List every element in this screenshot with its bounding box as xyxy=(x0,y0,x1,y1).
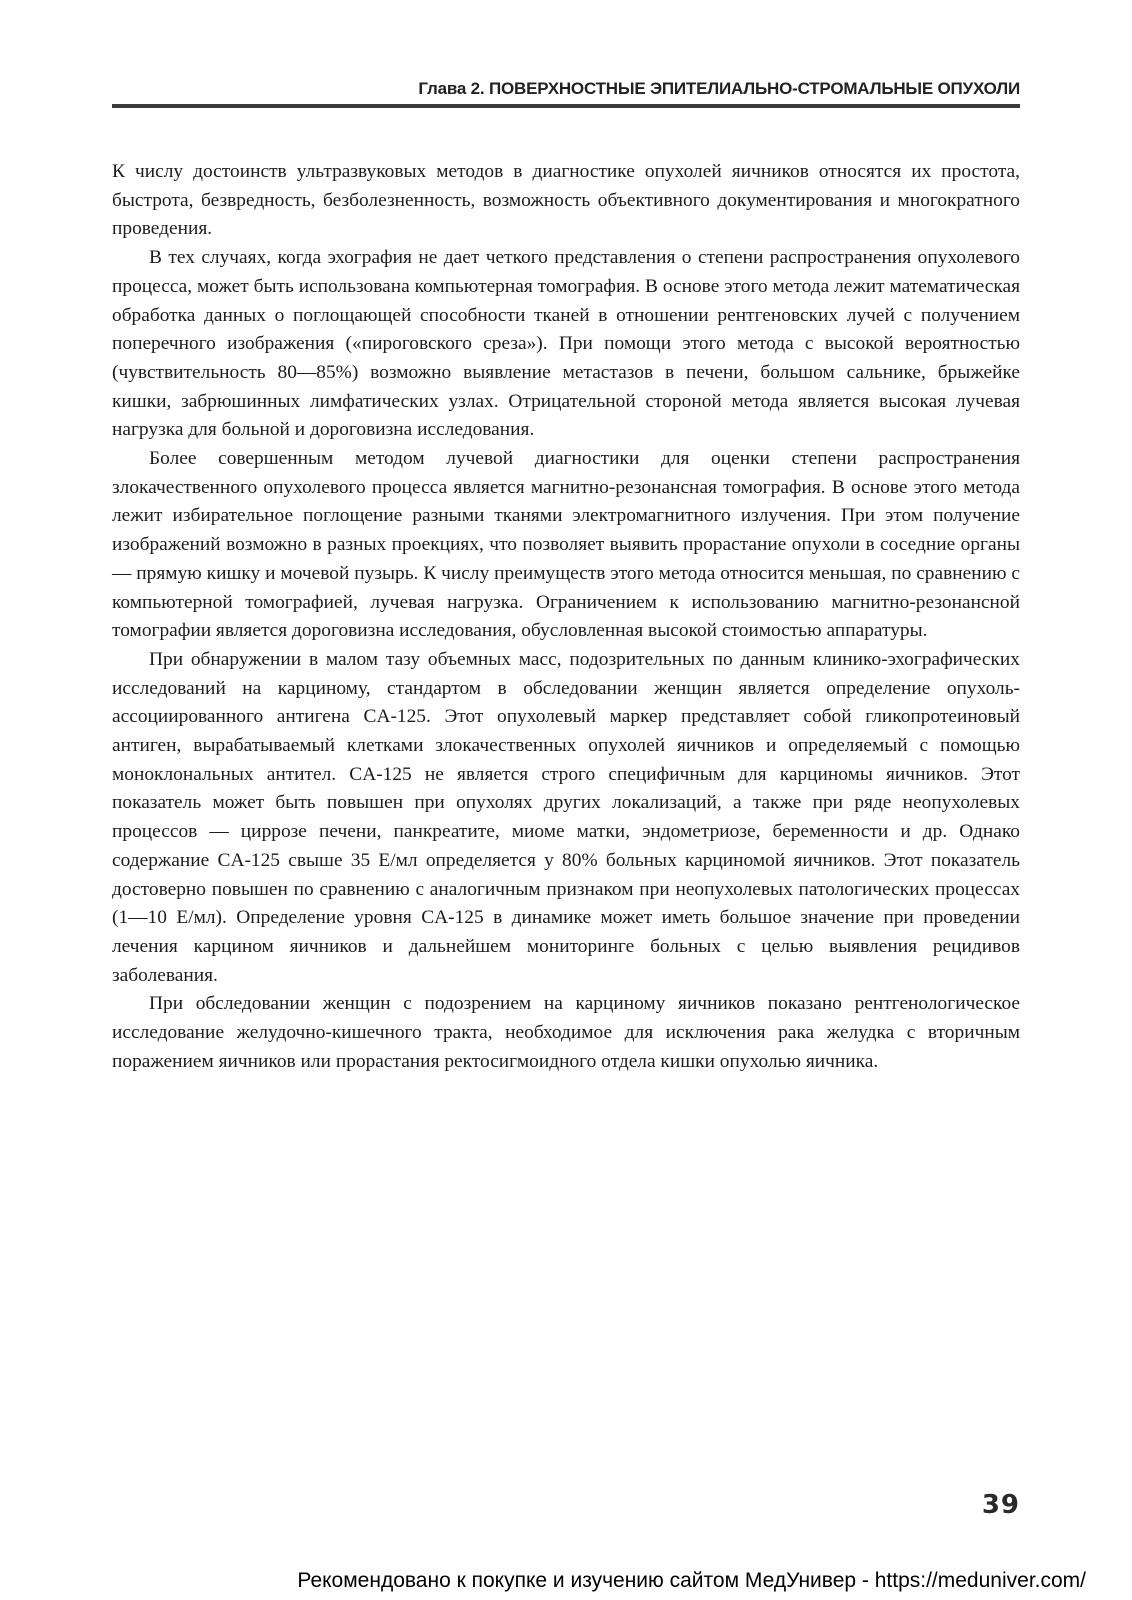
paragraph-4: При обнаружении в малом тазу объемных масс, подозрительных по данным клинико-эхографических исследований на карциному, стандартом в обследовании женщин является определение опухоль-ассоциированного антигена CA-125. Этот опухолевый маркер представляет собой гликопротеиновый антиген, вырабатываемый клетками злокачественных опухолей яичников и определяемый с помощью моноклональных антител. CA-125 не является строго специфичным для карциномы яичников. Этот показатель может быть повышен при опухолях других локализаций, а также при ряде неопухолевых процессов — циррозе печени, панкреатите, миоме матки, эндометриозе, беременности и др. Однако содержание CA-125 свыше 35 Е/мл определяется у 80% больных карциномой яичников. Этот показатель достоверно повышен по сравнению с аналогичным признаком при неопухолевых патологических процессах (1—10 Е/мл). Определение уровня CA-125 в динамике может иметь большое значение при проведении лечения карцином яичников и дальнейшем мониторинге больных с целью выявления рецидивов заболевания. xyxy=(112,648,1020,986)
body-text xyxy=(112,158,1020,1077)
header-rule xyxy=(112,104,1020,108)
paragraph-3: Более совершенным методом лучевой диагностики для оценки степени распространения злокачественного опухолевого процесса является магнитно-резонансная томография. В основе этого метода лежит избирательное поглощение разными тканями электромагнитного излучения. При этом получение изображений возможно в разных проекциях, что позволяет выявить прорастание опухоли в соседние органы — прямую кишку и мочевой пузырь. К числу преимуществ этого метода относится меньшая, по сравнению с компьютерной томографией, лучевая нагрузка. Ограничением к использованию магнитно-резонансной томографии является дороговизна исследования, обусловленная высокой стоимостью аппаратуры. xyxy=(112,448,1020,642)
paragraph-2: В тех случаях, когда эхография не дает четкого представления о степени распространения опухолевого процесса, может быть использована компьютерная томография. В основе этого метода лежит математическая обработка данных о поглощающей способности тканей в отношении рентгеновских лучей с получением поперечного изображения («пироговского среза»). При помощи этого метода с высокой вероятностью (чувствительность 80—85%) возможно выявление метастазов в печени, большом сальнике, брыжейке кишки, забрюшинных лимфатических узлах. Отрицательной стороной метода является высокая лучевая нагрузка для больной и дороговизна исследования. xyxy=(112,247,1020,441)
page-number: 39 xyxy=(981,1490,1020,1520)
paragraph-5: При обследовании женщин с подозрением на карциному яичников показано рентгенологическое исследование желудочно-кишечного тракта, необходимое для исключения рака желудка с вторичным поражением яичников или прорастания ректосигмоидного отдела кишки опухолью яичника. xyxy=(112,993,1020,1072)
paragraph-1: К числу достоинств ультразвуковых методов в диагностике опухолей яичников относятся их простота, быстрота, безвредность, безболезненность, возможность объективного документирования и многократного проведения. xyxy=(112,161,1020,240)
footer-recommendation: Рекомендовано к покупке и изучению сайтом МедУнивер - https://meduniver.com/ xyxy=(297,1569,1086,1592)
running-head: Глава 2. ПОВЕРХНОСТНЫЕ ЭПИТЕЛИАЛЬНО-СТРОМАЛЬНЫЕ ОПУХОЛИ xyxy=(418,79,1020,98)
